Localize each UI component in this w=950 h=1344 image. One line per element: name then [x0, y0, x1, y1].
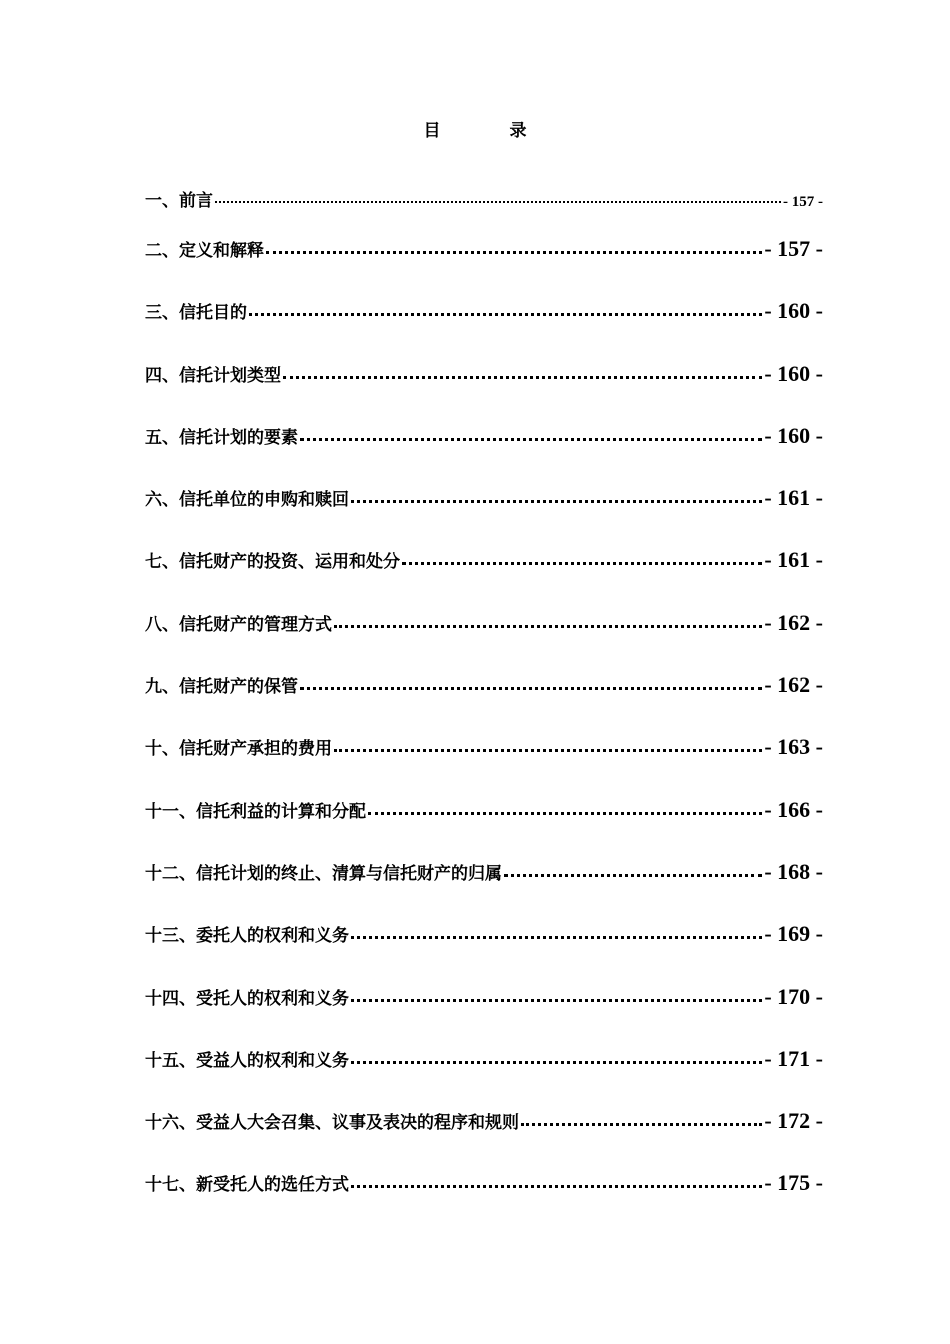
toc-entry-label: 十一、信托利益的计算和分配 [145, 801, 366, 822]
toc-entry[interactable] [145, 298, 823, 360]
toc-entry-page: - 157 - [783, 194, 823, 210]
toc-entry[interactable] [145, 361, 823, 423]
toc-entry[interactable] [145, 1108, 823, 1170]
toc-dot-leader [521, 1122, 762, 1126]
toc-dot-leader [334, 748, 762, 752]
toc-dot-leader [402, 561, 762, 565]
toc-entry-label: 十、信托财产承担的费用 [145, 739, 332, 760]
toc-dot-leader [351, 1060, 762, 1064]
toc-entry-label: 一、前言 [145, 191, 213, 211]
toc-entry-page: - 160 - [764, 298, 823, 324]
toc-entry[interactable] [145, 921, 823, 983]
toc-entry[interactable] [145, 672, 823, 734]
toc-entry-label: 四、信托计划类型 [145, 365, 281, 386]
toc-entry-label: 十六、受益人大会召集、议事及表决的程序和规则 [145, 1113, 519, 1134]
toc-entry-page: - 175 - [764, 1170, 823, 1196]
toc-dot-leader [215, 200, 781, 203]
toc-dot-leader [351, 935, 762, 939]
toc-entry-page: - 162 - [764, 609, 823, 635]
toc-entry-page: - 169 - [764, 921, 823, 947]
toc-dot-leader [351, 499, 762, 503]
toc-entry-page: - 163 - [764, 734, 823, 760]
toc-entry-label: 十五、受益人的权利和义务 [145, 1050, 349, 1071]
toc-entry-label: 五、信托计划的要素 [145, 427, 298, 448]
toc-entry-page: - 160 - [764, 360, 823, 386]
toc-entry-label: 二、定义和解释 [145, 241, 264, 261]
toc-dot-leader [300, 686, 762, 690]
toc-entry[interactable] [145, 423, 823, 485]
toc-dot-leader [300, 437, 762, 441]
toc-entry-page: - 170 - [764, 983, 823, 1009]
toc-list [145, 186, 823, 1233]
toc-dot-leader [504, 873, 762, 877]
toc-entry[interactable] [145, 547, 823, 609]
toc-entry-label: 八、信托财产的管理方式 [145, 614, 332, 635]
toc-entry[interactable] [145, 984, 823, 1046]
toc-entry-page: - 160 - [764, 422, 823, 448]
toc-entry-page: - 166 - [764, 796, 823, 822]
toc-entry[interactable] [145, 186, 823, 236]
toc-entry-label: 十七、新受托人的选任方式 [145, 1175, 349, 1196]
toc-entry[interactable] [145, 610, 823, 672]
toc-entry-label: 六、信托单位的申购和赎回 [145, 490, 349, 511]
toc-title: 目 录 [423, 121, 553, 141]
toc-dot-leader [351, 998, 762, 1002]
toc-entry-label: 九、信托财产的保管 [145, 677, 298, 698]
toc-entry[interactable] [145, 859, 823, 921]
toc-entry-page: - 172 - [764, 1108, 823, 1134]
toc-entry-page: - 161 - [764, 485, 823, 511]
toc-entry[interactable] [145, 236, 823, 298]
toc-entry-page: - 157 - [764, 236, 823, 261]
toc-entry-page: - 162 - [764, 672, 823, 698]
toc-dot-leader [368, 811, 762, 815]
toc-entry[interactable] [145, 734, 823, 796]
toc-entry-label: 十四、受托人的权利和义务 [145, 988, 349, 1009]
toc-entry-label: 十三、委托人的权利和义务 [145, 926, 349, 947]
toc-dot-leader [334, 624, 762, 628]
toc-entry-page: - 168 - [764, 858, 823, 884]
toc-entry-label: 三、信托目的 [145, 303, 247, 324]
toc-entry[interactable] [145, 797, 823, 859]
toc-entry-label: 十二、信托计划的终止、清算与信托财产的归属 [145, 863, 502, 884]
toc-entry[interactable] [145, 1170, 823, 1232]
toc-entry-page: - 171 - [764, 1045, 823, 1071]
toc-entry[interactable] [145, 1046, 823, 1108]
toc-dot-leader [351, 1184, 762, 1188]
toc-entry-label: 七、信托财产的投资、运用和处分 [145, 552, 400, 573]
toc-entry[interactable] [145, 485, 823, 547]
toc-dot-leader [249, 312, 762, 316]
toc-dot-leader [283, 375, 762, 379]
toc-dot-leader [266, 250, 762, 254]
toc-entry-page: - 161 - [764, 547, 823, 573]
